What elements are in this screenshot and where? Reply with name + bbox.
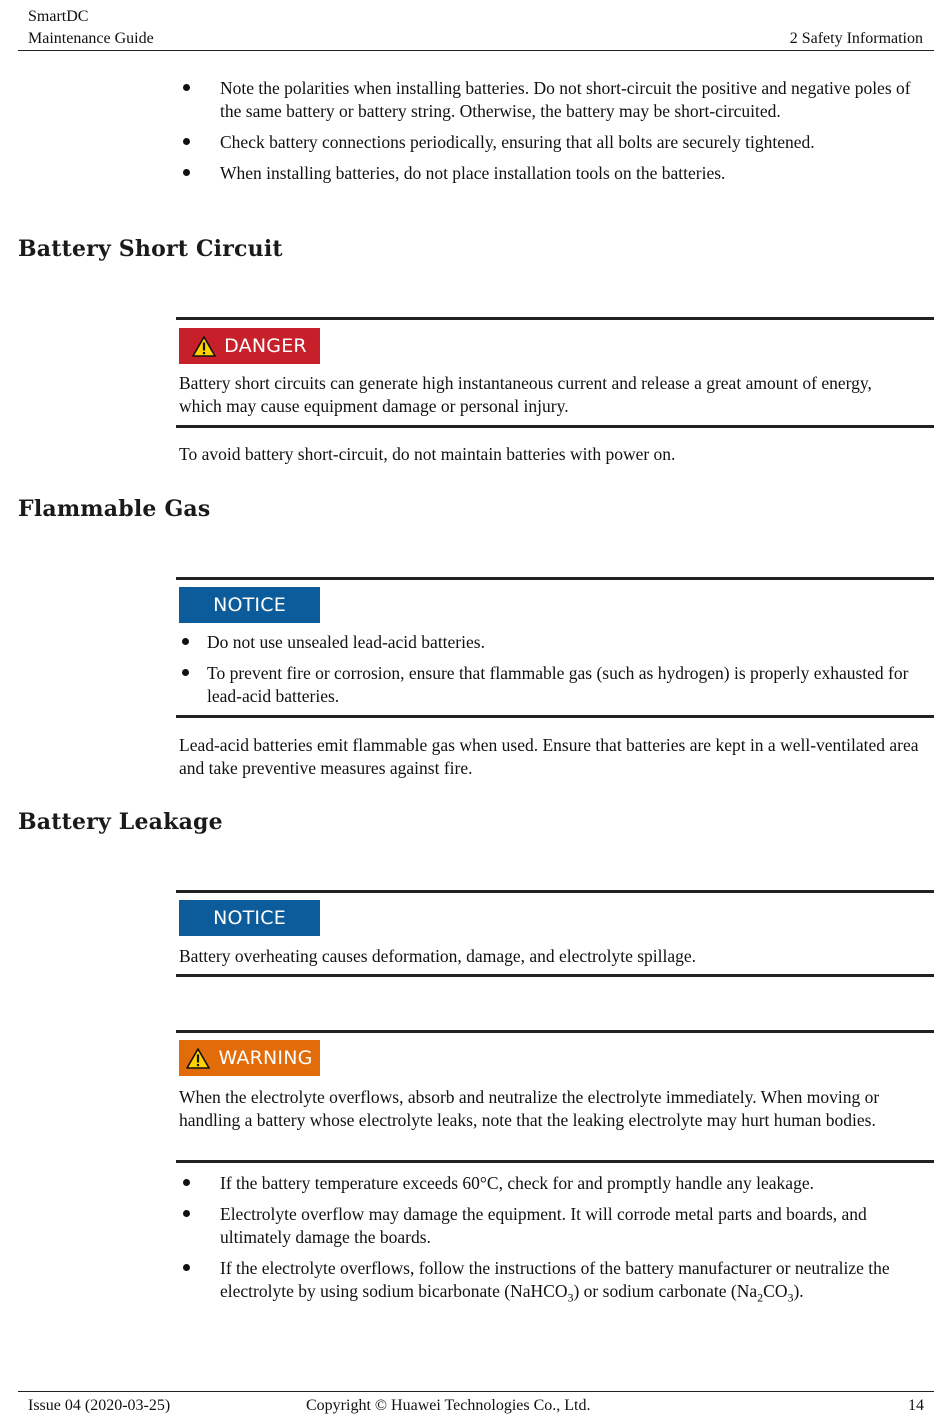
header-product: SmartDC [28,8,89,25]
subscript: 3 [787,1290,794,1305]
leakage-bullet-list [179,1172,914,1311]
header-chapter: 2 Safety Information [789,30,923,47]
list-item: If the battery temperature exceeds 60°C, check for and promptly handle any leakage. [179,1172,914,1195]
list-item: Do not use unsealed lead-acid batteries. [179,631,914,654]
footer-copyright: Copyright © Huawei Technologies Co., Ltd. [306,1397,591,1414]
danger-bottom-rule [176,425,934,428]
header-doc-title: Maintenance Guide [28,30,154,47]
notice-bottom-rule [176,715,934,718]
list-item: To prevent fire or corrosion, ensure that flammable gas (such as hydrogen) is properly exhausted for lead-acid batteries. [179,662,914,708]
warning-bottom-rule [176,1160,934,1163]
leakage-notice-badge [179,900,320,936]
leakage-notice-top-rule [176,890,934,893]
danger-badge [179,328,320,364]
leakage-notice-bottom-rule [176,974,934,977]
bullet-3-text: If the electrolyte overflows, follow the instructions of the battery manufacturer or neutralize the electrolyte by using sodium bicarbonate (NaHCO [220,1258,890,1301]
warning-badge [179,1040,320,1076]
warning-top-rule [176,1030,934,1033]
leakage-notice-text: Battery overheating causes deformation, damage, and electrolyte spillage. [179,946,697,966]
flammable-bullet-list [179,631,914,716]
footer-page-number: 14 [908,1397,924,1414]
intro-bullet-list [179,77,914,193]
bullet-3-text: CO [763,1281,788,1301]
footer-issue: Issue 04 (2020-03-25) [28,1397,171,1414]
section-heading-short-circuit: Battery Short Circuit [18,236,283,262]
list-item: When installing batteries, do not place installation tools on the batteries. [179,162,914,185]
bullet-3-text: ) or sodium carbonate (Na [573,1281,758,1301]
notice-badge-label: NOTICE [213,594,286,616]
short-circuit-body-text: To avoid battery short-circuit, do not maintain batteries with power on. [179,444,676,464]
warning-badge-label: WARNING [218,1047,313,1069]
list-item: Note the polarities when installing batteries. Do not short-circuit the positive and negative poles of the same battery or battery string. Otherwise, the battery may be short-circuited. [179,77,914,123]
subscript: 2 [757,1290,764,1305]
list-item [179,1257,914,1303]
section-heading-flammable-gas: Flammable Gas [18,496,211,522]
bullet-3-text: ). [793,1281,804,1301]
danger-top-rule [176,317,934,320]
flammable-body-text: Lead-acid batteries emit flammable gas when used. Ensure that batteries are kept in a well-ventilated area and take preventive measures against fire. [179,735,919,778]
warning-text: When the electrolyte overflows, absorb and neutralize the electrolyte immediately. When moving or handling a battery whose electrolyte leaks, note that the leaking electrolyte may hurt human bodies. [179,1087,880,1130]
subscript: 3 [567,1290,574,1305]
danger-notice-text: Battery short circuits can generate high instantaneous current and release a great amount of energy, which may cause equipment damage or personal injury. [179,373,872,416]
section-heading-battery-leakage: Battery Leakage [18,809,223,835]
notice-top-rule [176,577,934,580]
warning-triangle-icon [192,336,216,357]
footer-rule [18,1391,934,1392]
notice-badge [179,587,320,623]
leakage-notice-badge-label: NOTICE [213,907,286,929]
danger-badge-label: DANGER [224,335,307,357]
list-item: Electrolyte overflow may damage the equipment. It will corrode metal parts and boards, and ultimately damage the boards. [179,1203,914,1249]
header-rule [18,50,934,51]
warning-triangle-icon [186,1048,210,1069]
list-item: Check battery connections periodically, ensuring that all bolts are securely tightened. [179,131,914,154]
